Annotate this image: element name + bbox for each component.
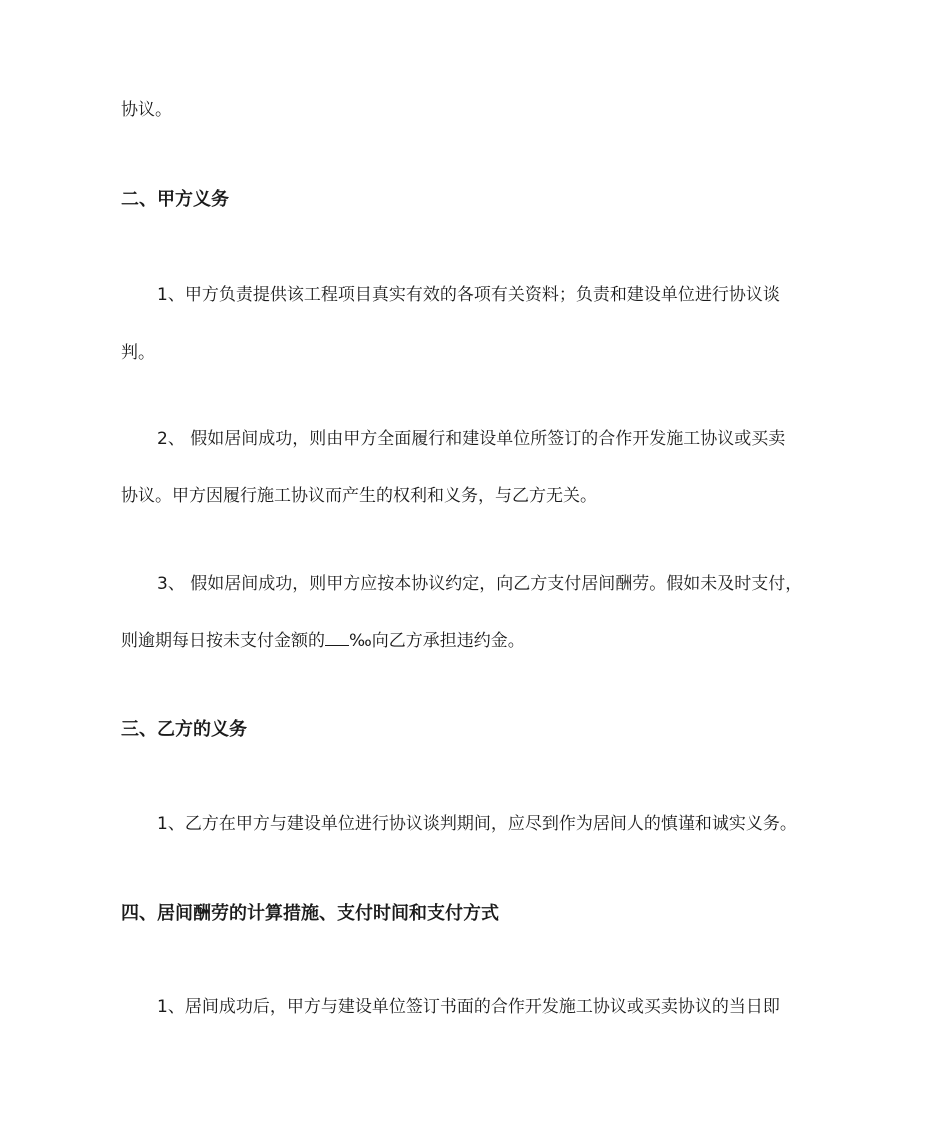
section-heading-remuneration: 四、居间酬劳的计算措施、支付时间和支付方式 (121, 903, 499, 924)
clause-2-1-line-2: 判。 (121, 343, 155, 363)
section-heading-party-b-obligations: 三、乙方的义务 (121, 719, 247, 740)
clause-4-1-line-1: 1、居间成功后，甲方与建设单位签订书面的合作开发施工协议或买卖协议的当日即 (157, 997, 780, 1017)
fill-in-blank (325, 629, 349, 646)
clause-2-3-text-after-blank: ‰向乙方承担违约金。 (349, 631, 525, 651)
paragraph-continuation: 协议。 (121, 100, 172, 120)
clause-2-3-line-1: 3、 假如居间成功，则甲方应按本协议约定，向乙方支付居间酬劳。假如未及时支付， (157, 574, 803, 594)
clause-3-1: 1、乙方在甲方与建设单位进行协议谈判期间，应尽到作为居间人的慎谨和诚实义务。 (157, 814, 797, 834)
section-heading-party-a-obligations: 二、甲方义务 (121, 189, 229, 210)
clause-2-2-line-2: 协议。甲方因履行施工协议而产生的权利和义务，与乙方无关。 (121, 486, 597, 506)
clause-2-3-text-before-blank: 则逾期每日按未支付金额的 (121, 631, 325, 651)
clause-2-2-line-1: 2、 假如居间成功，则由甲方全面履行和建设单位所签订的合作开发施工协议或买卖 (157, 429, 786, 449)
clause-2-3-line-2 (121, 629, 525, 653)
clause-2-1-line-1: 1、甲方负责提供该工程项目真实有效的各项有关资料；负责和建设单位进行协议谈 (157, 285, 780, 305)
